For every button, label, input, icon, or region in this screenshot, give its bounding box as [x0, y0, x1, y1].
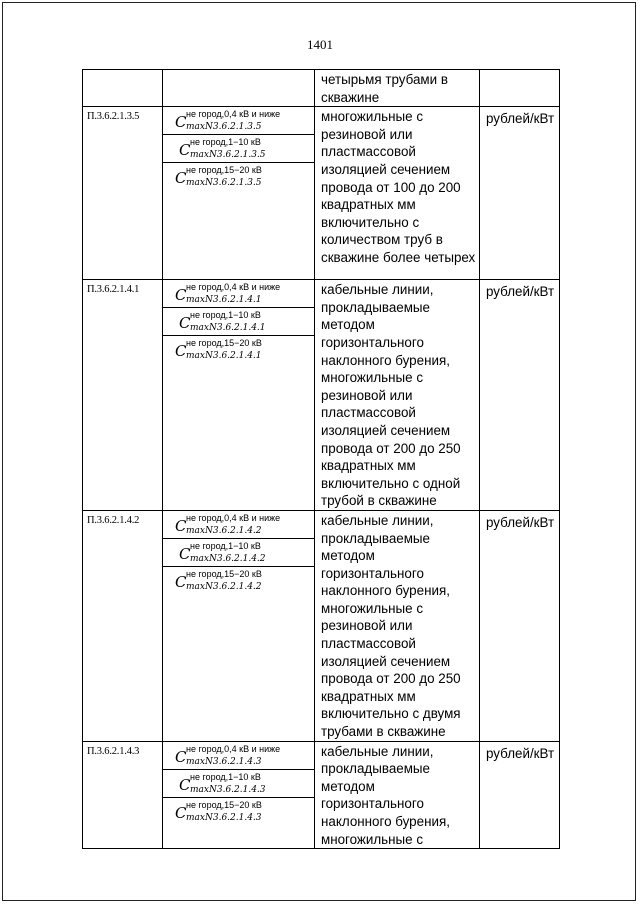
- tariff-table: [82, 69, 560, 849]
- formula-cell: [163, 107, 315, 280]
- formula-cell: [163, 280, 315, 511]
- unit-cell: рублей/кВт: [480, 280, 560, 511]
- description-cell: четырьмя трубами в скважине: [315, 70, 480, 107]
- formula: C не город,15−20 кВ maxN3.6.2.1.4.2: [175, 568, 262, 592]
- formula-cell: [163, 70, 315, 107]
- description-cell: многожильные с резиновой или пластмассовой изоляцией сечением провода от 100 до 200 квадратных мм включительно с количеством труб в скважине более четырех: [315, 107, 480, 280]
- code-cell: [83, 70, 163, 107]
- page-number: 1401: [307, 37, 333, 52]
- description-cell: кабельные линии, прокладываемые методом горизонтального наклонного бурения, многожильные с: [315, 741, 480, 849]
- unit-cell: рублей/кВт: [480, 107, 560, 280]
- table-row: [83, 107, 560, 280]
- formula: C не город,1−10 кВ maxN3.6.2.1.4.3: [163, 770, 314, 798]
- formula: C не город,1−10 кВ maxN3.6.2.1.4.1: [163, 308, 314, 336]
- formula: C не город,1−10 кВ maxN3.6.2.1.4.2: [163, 539, 314, 567]
- table-row: [83, 741, 560, 849]
- code-cell: П.3.6.2.1.4.3: [83, 741, 163, 849]
- table-row: [83, 280, 560, 511]
- unit-cell: [480, 70, 560, 107]
- formula: C не город,0,4 кВ и ниже maxN3.6.2.1.3.5: [163, 107, 314, 135]
- formula: C не город,0,4 кВ и ниже maxN3.6.2.1.4.1: [163, 280, 314, 308]
- formula-cell: [163, 741, 315, 849]
- formula: C не город,0,4 кВ и ниже maxN3.6.2.1.4.3: [163, 742, 314, 770]
- table-row: [83, 70, 560, 107]
- description-cell: кабельные линии, прокладываемые методом горизонтального наклонного бурения, многожильные с резиновой или пластмассовой изоляцией сечением провода от 200 до 250 квадратных мм включительно с одной трубой в скважине: [315, 280, 480, 511]
- unit-cell: рублей/кВт: [480, 510, 560, 741]
- unit-cell: рублей/кВт: [480, 741, 560, 849]
- code-cell: П.3.6.2.1.4.1: [83, 280, 163, 511]
- formula: C не город,15−20 кВ maxN3.6.2.1.3.5: [175, 165, 262, 189]
- code-cell: П.3.6.2.1.4.2: [83, 510, 163, 741]
- formula-cell: [163, 510, 315, 741]
- description-cell: кабельные линии, прокладываемые методом горизонтального наклонного бурения, многожильные с резиновой или пластмассовой изоляцией сечением провода от 200 до 250 квадратных мм включительно с двумя трубами в скважине: [315, 510, 480, 741]
- table-row: [83, 510, 560, 741]
- formula: C не город,15−20 кВ maxN3.6.2.1.4.3: [175, 799, 262, 823]
- formula: C не город,0,4 кВ и ниже maxN3.6.2.1.4.2: [163, 511, 314, 539]
- formula: C не город,1−10 кВ maxN3.6.2.1.3.5: [163, 135, 314, 163]
- code-cell: П.3.6.2.1.3.5: [83, 107, 163, 280]
- formula: C не город,15−20 кВ maxN3.6.2.1.4.1: [175, 338, 262, 362]
